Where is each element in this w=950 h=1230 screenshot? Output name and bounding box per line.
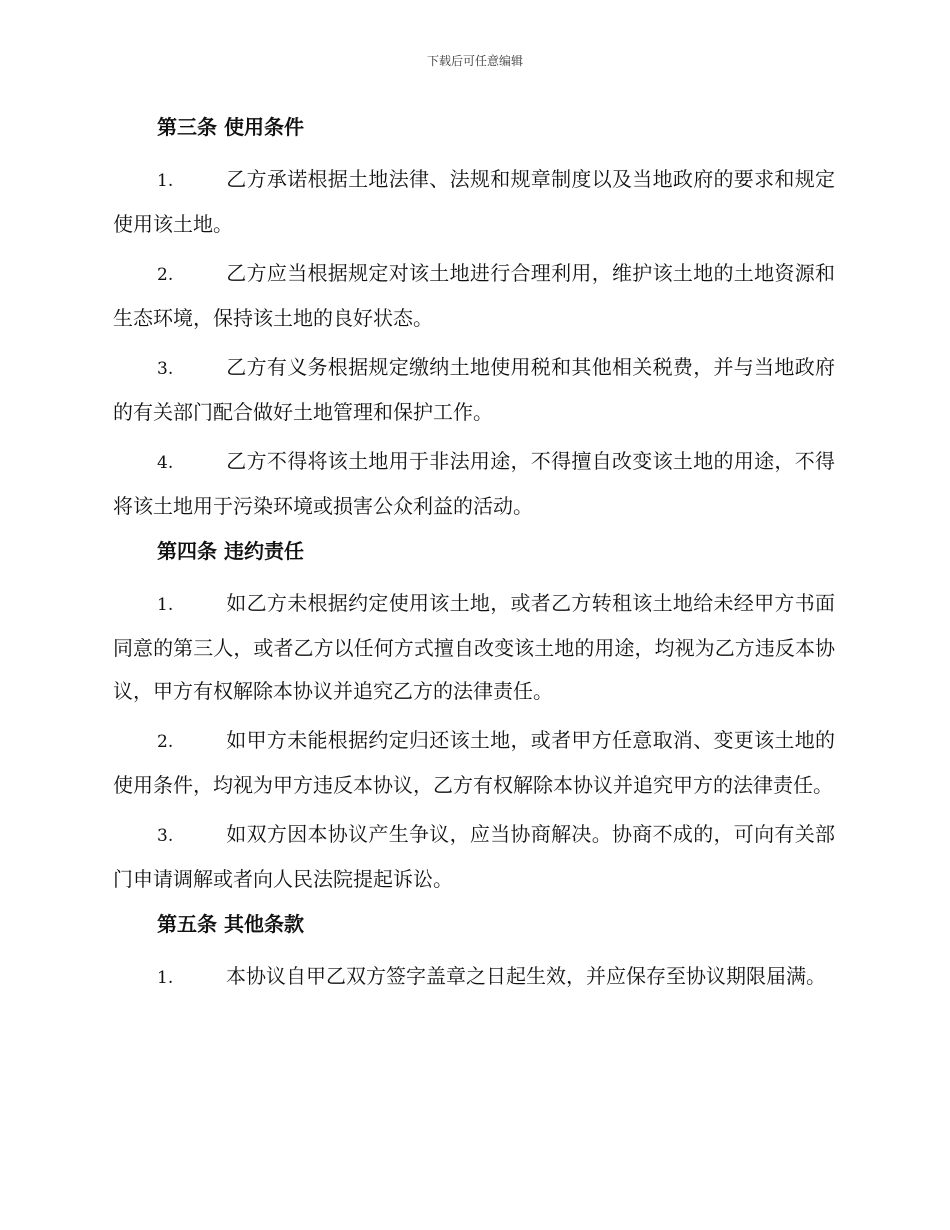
clause-text: 乙方应当根据规定对该土地进行合理利用，维护该土地的土地资源和生态环境，保持该土地的良好状态。 — [113, 261, 835, 330]
clause-number: 2. — [157, 265, 174, 285]
clause-number: 1. — [157, 171, 174, 191]
clause-text: 如乙方未根据约定使用该土地，或者乙方转租该土地给未经甲方书面同意的第三人，或者乙方以任何方式擅自改变该土地的用途，均视为乙方违反本协议，甲方有权解除本协议并追究乙方的法律责任。 — [113, 591, 835, 703]
clause-item — [113, 955, 835, 1000]
section-article-5 — [113, 907, 835, 1000]
clause-text: 乙方有义务根据规定缴纳土地使用税和其他相关税费，并与当地政府的有关部门配合做好土地管理和保护工作。 — [113, 355, 835, 424]
clause-number: 4. — [157, 453, 174, 473]
clause-item — [113, 440, 835, 528]
section-title: 第三条 使用条件 — [157, 115, 304, 139]
clause-item — [113, 346, 835, 434]
clause-text: 如双方因本协议产生争议，应当协商解决。协商不成的，可向有关部门申请调解或者向人民法院提起诉讼。 — [113, 822, 835, 891]
section-article-3 — [113, 110, 835, 528]
clause-text: 本协议自甲乙双方签字盖章之日起生效，并应保存至协议期限届满。 — [226, 964, 826, 988]
section-article-4 — [113, 534, 835, 901]
clause-item — [113, 252, 835, 340]
clause-item — [113, 158, 835, 246]
clause-number: 1. — [157, 968, 174, 988]
clause-number: 3. — [157, 359, 174, 379]
clause-item — [113, 582, 835, 713]
section-title: 第五条 其他条款 — [157, 912, 304, 936]
clause-number: 3. — [157, 826, 174, 846]
clause-text: 乙方承诺根据土地法律、法规和规章制度以及当地政府的要求和规定使用该土地。 — [113, 167, 835, 236]
clause-item — [113, 719, 835, 807]
document-body — [113, 110, 835, 1006]
section-title: 第四条 违约责任 — [157, 539, 304, 563]
page-header: 下载后可任意编辑 — [426, 54, 523, 68]
clause-number: 2. — [157, 732, 174, 752]
clause-number: 1. — [157, 595, 174, 615]
clause-item — [113, 813, 835, 901]
clause-text: 乙方不得将该土地用于非法用途，不得擅自改变该土地的用途，不得将该土地用于污染环境或损害公众利益的活动。 — [113, 449, 835, 518]
clause-text: 如甲方未能根据约定归还该土地，或者甲方任意取消、变更该土地的使用条件，均视为甲方违反本协议，乙方有权解除本协议并追究甲方的法律责任。 — [113, 728, 835, 797]
